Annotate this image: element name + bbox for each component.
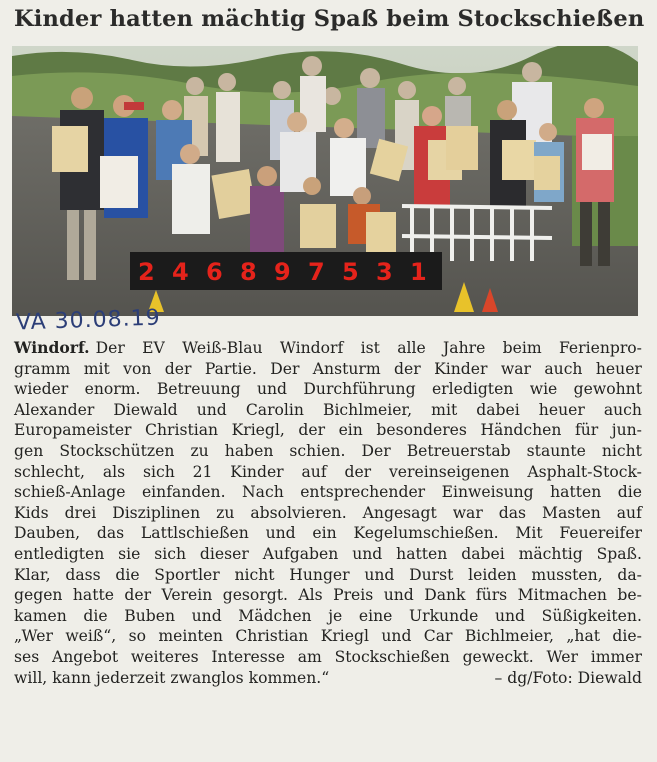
article-headline: Kinder hatten mächtig Spaß beim Stockschießen — [14, 6, 645, 32]
article-line: schieß-Anlage einfanden. Nach entsprechender Einweisung hatten die — [14, 483, 642, 502]
board-number: 4 — [172, 258, 189, 286]
article-last-line: will, kann jederzeit zwanglos kommen.“ — [14, 668, 330, 687]
board-number: 7 — [308, 258, 325, 286]
board-number: 5 — [342, 258, 359, 286]
board-number: 2 — [138, 258, 155, 286]
board-number: 6 — [206, 258, 223, 286]
article-line: gegen hatte der Verein gesorgt. Als Preis und Dank fürs Mitmachen be- — [14, 586, 642, 605]
article-line: kamen die Buben und Mädchen je eine Urkunde und Süßigkeiten. — [14, 606, 642, 625]
article-line-last — [14, 668, 642, 689]
article-line: wieder enorm. Betreuung und Durchführung erledigten wie gewohnt — [14, 380, 642, 399]
article-line: Klar, dass die Sportler nicht Hunger und Durst leiden mussten, da- — [14, 565, 642, 584]
article-dateline: Windorf. — [14, 338, 90, 357]
article-line: entledigten sie sich dieser Aufgaben und hatten dabei mächtig Spaß. — [14, 544, 642, 563]
article-line-text: Der EV Weiß-Blau Windorf ist alle Jahre beim Ferienpro- — [95, 339, 642, 357]
article-line-first — [14, 338, 642, 359]
board-number: 1 — [410, 258, 427, 286]
article-line: schlecht, als sich 21 Kinder auf der vereinseigenen Asphalt-Stock- — [14, 462, 642, 481]
article-body — [14, 338, 642, 688]
handwritten-date-note: VA 30.08.19 — [15, 305, 162, 336]
group-photo — [12, 46, 638, 316]
article-line: Alexander Diewald und Carolin Bichlmeier, mit dabei heuer auch — [14, 400, 642, 419]
board-number: 8 — [240, 258, 257, 286]
article-line: gen Stockschützen zu haben schien. Der Betreuerstab staunte nicht — [14, 441, 642, 460]
article-line: „Wer weiß“, so meinten Christian Kriegl und Car Bichlmeier, „hat die- — [14, 627, 642, 646]
article-line: Europameister Christian Kriegl, der ein besonderes Händchen für jun- — [14, 421, 642, 440]
group-photo-image — [12, 46, 638, 316]
article-line: Dauben, das Lattlschießen und ein Kegelumschießen. Mit Feuereifer — [14, 524, 642, 543]
article-line: ses Angebot weiteres Interesse am Stockschießen geweckt. Wer immer — [14, 647, 642, 666]
board-number: 9 — [274, 258, 291, 286]
article-line: gramm mit von der Partie. Der Ansturm der Kinder war auch heuer — [14, 359, 642, 378]
photo-credit: – dg/Foto: Diewald — [494, 668, 642, 687]
board-number: 3 — [376, 258, 393, 286]
article-line: Kids drei Disziplinen zu absolvieren. Angesagt war das Masten auf — [14, 503, 642, 522]
